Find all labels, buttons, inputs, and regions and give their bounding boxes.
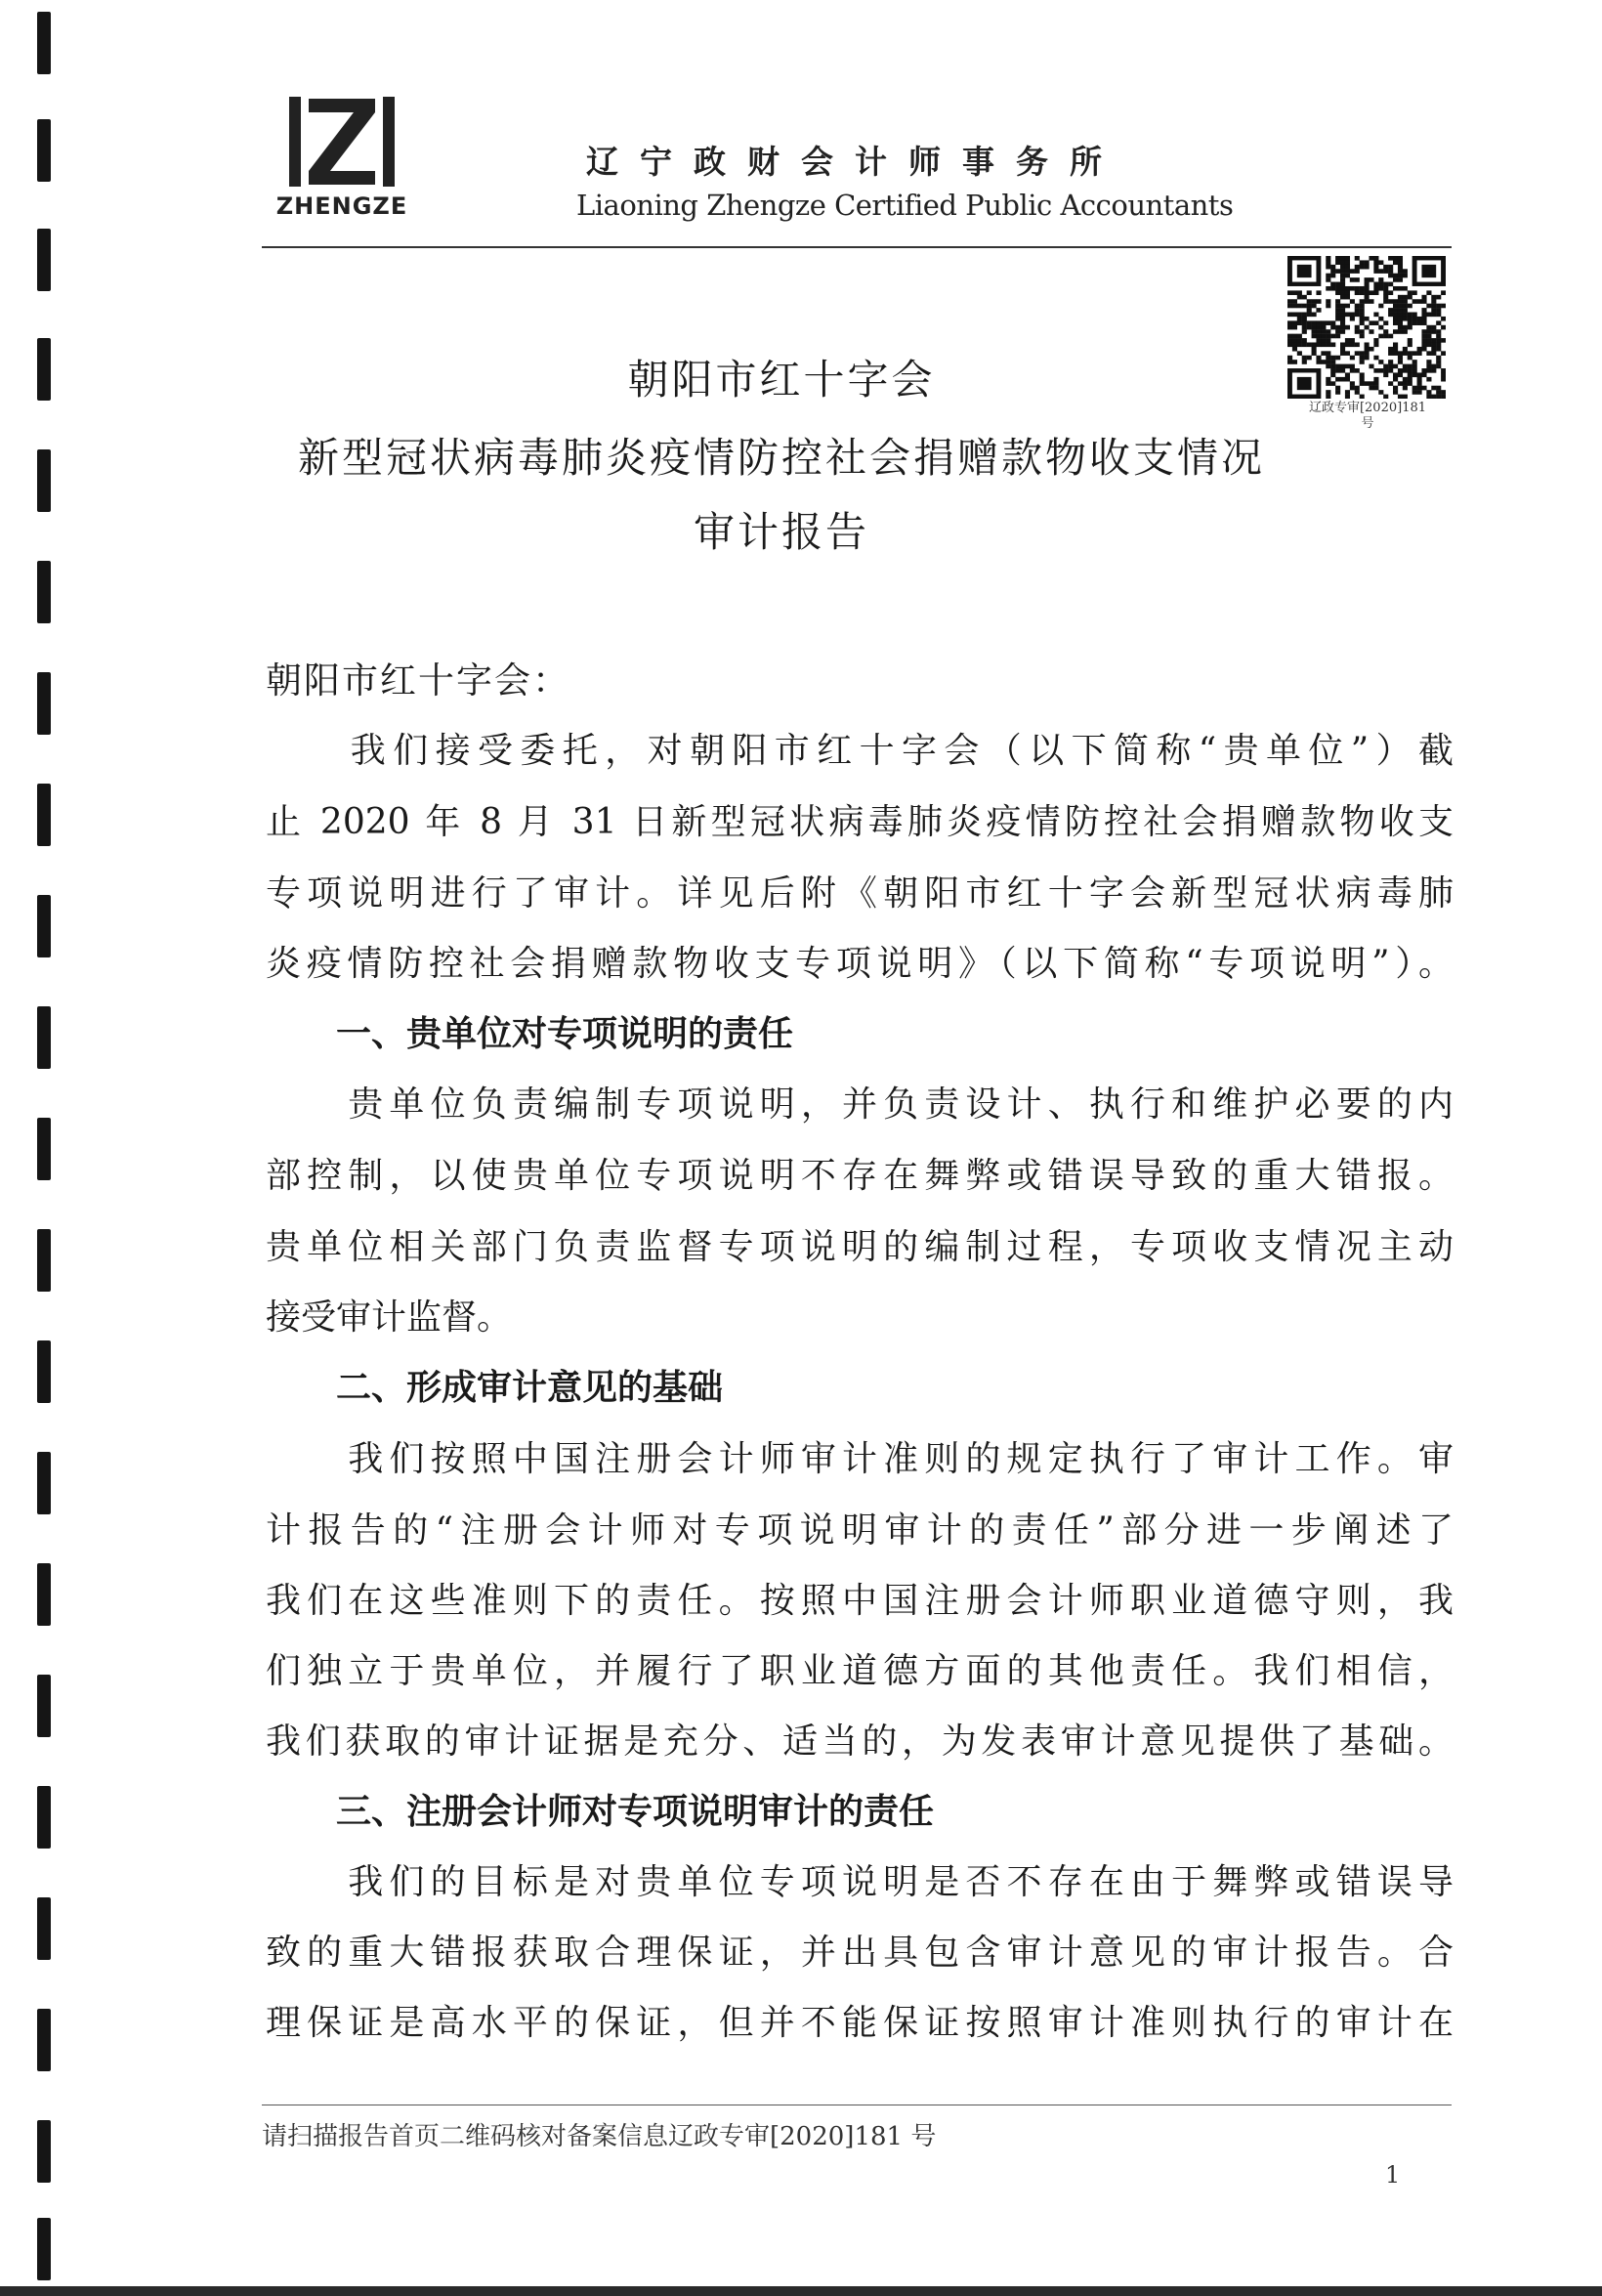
body-line: 部控制，以使贵单位专项说明不存在舞弊或错误导致的重大错报。	[266, 1156, 1454, 1196]
firm-logo	[264, 93, 420, 220]
body-line: 炎疫情防控社会捐赠款物收支专项说明》（以下简称“专项说明”）。	[266, 944, 1454, 984]
page-number: 1	[1385, 2161, 1401, 2189]
body-line: 我们接受委托，对朝阳市红十字会（以下简称“贵单位”）截	[266, 731, 1454, 771]
scan-edge	[0, 2286, 1602, 2296]
title-line3: 审计报告	[693, 508, 869, 556]
body-line: 接受审计监督。	[266, 1297, 513, 1338]
title-line1: 朝阳市红十字会	[627, 356, 936, 404]
body-line: 我们的目标是对贵单位专项说明是否不存在由于舞弊或错误导	[266, 1862, 1454, 1902]
binding-holes	[37, 0, 57, 2296]
footer-note: 请扫描报告首页二维码核对备案信息辽政专审[2020]181 号	[262, 2122, 937, 2151]
body-line: 理保证是高水平的保证，但并不能保证按照审计准则执行的审计在	[266, 2003, 1454, 2043]
body-line: 我们获取的审计证据是充分、适当的，为发表审计意见提供了基础。	[266, 1722, 1454, 1762]
body-line: 止 2020 年 8 月 31 日新型冠状病毒肺炎疫情防控社会捐赠款物收支	[266, 802, 1454, 842]
zhengze-logo-mark	[287, 93, 397, 191]
body-line: 计报告的“注册会计师对专项说明审计的责任”部分进一步阐述了	[266, 1510, 1454, 1551]
logo-text: ZHENGZE	[275, 192, 408, 220]
firm-name-cn: 辽宁政财会计师事务所	[586, 143, 1123, 181]
body-line: 专项说明进行了审计。详见后附《朝阳市红十字会新型冠状病毒肺	[266, 873, 1454, 914]
salutation: 朝阳市红十字会：	[266, 659, 570, 702]
firm-name-en: Liaoning Zhengze Certified Public Accountants	[576, 189, 1234, 222]
title-line2: 新型冠状病毒肺炎疫情防控社会捐赠款物收支情况	[297, 434, 1265, 482]
body-line: 我们在这些准则下的责任。按照中国注册会计师职业道德守则，我	[266, 1581, 1454, 1621]
body-line: 贵单位负责编制专项说明，并负责设计、执行和维护必要的内	[266, 1084, 1454, 1125]
qr-caption-line1: 辽政专审[2020]181	[1308, 401, 1427, 415]
qr-caption-line2: 号	[1361, 416, 1374, 431]
body-line: 们独立于贵单位，并履行了职业道德方面的其他责任。我们相信，	[266, 1651, 1454, 1691]
body-line: 致的重大错报获取合理保证，并出具包含审计意见的审计报告。合	[266, 1933, 1454, 1973]
section-heading-2: 二、形成审计意见的基础	[266, 1367, 724, 1408]
header-divider	[262, 246, 1452, 248]
section-heading-3: 三、注册会计师对专项说明审计的责任	[266, 1791, 935, 1832]
body-line: 我们按照中国注册会计师审计准则的规定执行了审计工作。审	[266, 1439, 1454, 1479]
section-heading-1: 一、贵单位对专项说明的责任	[266, 1013, 794, 1054]
body-line: 贵单位相关部门负责监督专项说明的编制过程，专项收支情况主动	[266, 1227, 1454, 1267]
